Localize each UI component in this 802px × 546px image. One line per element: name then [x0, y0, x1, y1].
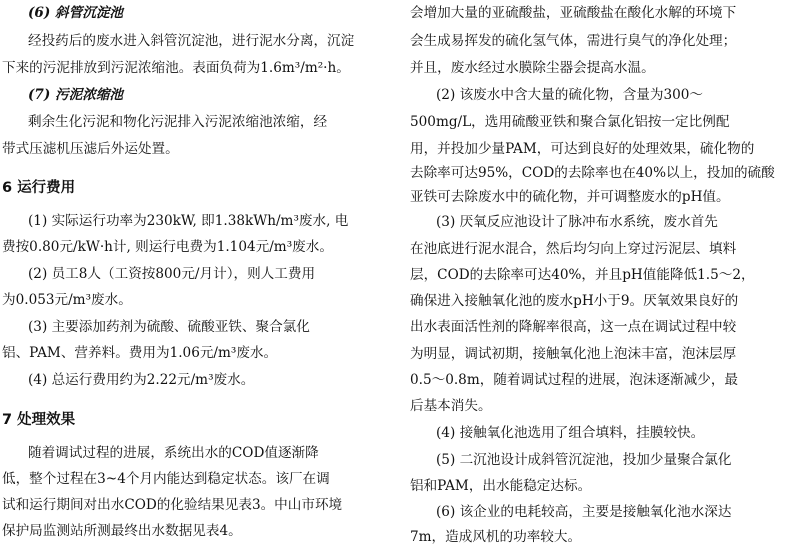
- paragraph-line: 下来的污泥排放到污泥浓缩池。表面负荷为1.6m³/m²·h。: [2, 60, 350, 76]
- paragraph-line: 为0.053元/m³废水。: [2, 292, 132, 308]
- paragraph-line: 低，整个过程在3~4个月内能达到稳定状态。该厂在调: [2, 471, 330, 487]
- paragraph-line: (3) 主要添加药剂为硫酸、硫酸亚铁、聚合氯化: [28, 319, 310, 335]
- paragraph-line: 确保进入接触氧化池的废水pH小于9。厌氧效果良好的: [410, 293, 739, 309]
- paragraph-line: 铝和PAM，出水能稳定达标。: [410, 478, 592, 494]
- paragraph-line: (3) 厌氧反应池设计了脉冲布水系统，废水首先: [436, 214, 718, 230]
- paragraph-line: (2) 该废水中含大量的硫化物，含量为300～: [436, 87, 704, 103]
- paragraph-line: (4) 总运行费用约为2.22元/m³废水。: [28, 372, 255, 388]
- paragraph-line: 带式压滤机压滤后外运处置。: [2, 141, 179, 157]
- paragraph-line: 为明显，调试初期，接触氧化池上泡沫丰富，泡沫层厚: [410, 346, 737, 362]
- paragraph-line: 7m，造成风机的功率较大。: [410, 529, 582, 545]
- paragraph-line: 500mg/L，选用硫酸亚铁和聚合氯化铝按一定比例配: [410, 114, 730, 130]
- paragraph-line: 试和运行期间对出水COD的化验结果见表3。中山市环境: [2, 497, 343, 513]
- paragraph-line: 剩余生化污泥和物化污泥排入污泥浓缩池浓缩，经: [28, 114, 328, 130]
- paragraph-line: (4) 接触氧化池选用了组合填料，挂膜较快。: [436, 425, 705, 441]
- paragraph-line: (2) 员工8人（工资按800元/月计），则人工费用: [28, 266, 316, 282]
- paragraph-line: 会生成易挥发的硫化氢气体，需进行臭气的净化处理；: [410, 33, 737, 49]
- paragraph-line: 会增加大量的亚硫酸盐，亚硫酸盐在酸化水解的环境下: [410, 5, 737, 21]
- paragraph-line: 经投药后的废水进入斜管沉淀池，进行泥水分离，沉淀: [28, 33, 355, 49]
- paragraph-line: 保护局监测站所测最终出水数据见表4。: [2, 523, 242, 539]
- section-heading-treatment-effect: 7 处理效果: [2, 412, 76, 428]
- paragraph-line: 后基本消失。: [410, 398, 492, 414]
- paragraph-line: 随着调试过程的进展，系统出水的COD值逐渐降: [28, 445, 319, 461]
- paragraph-line: 用，并投加少量PAM，可达到良好的处理效果，硫化物的: [410, 141, 755, 157]
- section-heading-operating-cost: 6 运行费用: [2, 180, 76, 196]
- subsection-title-inclined-tube: (6) 斜管沉淀池: [28, 5, 124, 21]
- paragraph-line: (1) 实际运行功率为230kW, 即1.38kWh/m³废水, 电: [28, 213, 349, 229]
- subsection-title-sludge-thickening: (7) 污泥浓缩池: [28, 87, 124, 103]
- paragraph-line: 在池底进行泥水混合，然后均匀向上穿过污泥层、填料: [410, 241, 737, 257]
- paragraph-line: 并且，废水经过水膜除尘器会提高水温。: [410, 60, 655, 76]
- paragraph-line: 出水表面活性剂的降解率很高，这一点在调试过程中较: [410, 319, 737, 335]
- paragraph-line: 0.5～0.8m，随着调试过程的进展，泡沫逐渐减少，最: [410, 372, 739, 388]
- paragraph-line: (6) 该企业的电耗较高，主要是接触氧化池水深达: [436, 504, 732, 520]
- paragraph-line: 去除率可达95%，COD的去除率也在40%以上，投加的硫酸: [410, 165, 775, 181]
- paragraph-line: 费按0.80元/kW·h计, 则运行电费为1.104元/m³废水。: [2, 239, 333, 255]
- paragraph-line: (5) 二沉池设计成斜管沉淀池，投加少量聚合氯化: [436, 452, 732, 468]
- paragraph-line: 铝、PAM、营养料。费用为1.06元/m³废水。: [2, 345, 278, 361]
- paragraph-line: 亚铁可去除废水中的硫化物，并可调整废水的pH值。: [410, 189, 730, 205]
- paragraph-line: 层，COD的去除率可达40%，并且pH值能降低1.5～2，: [410, 267, 755, 283]
